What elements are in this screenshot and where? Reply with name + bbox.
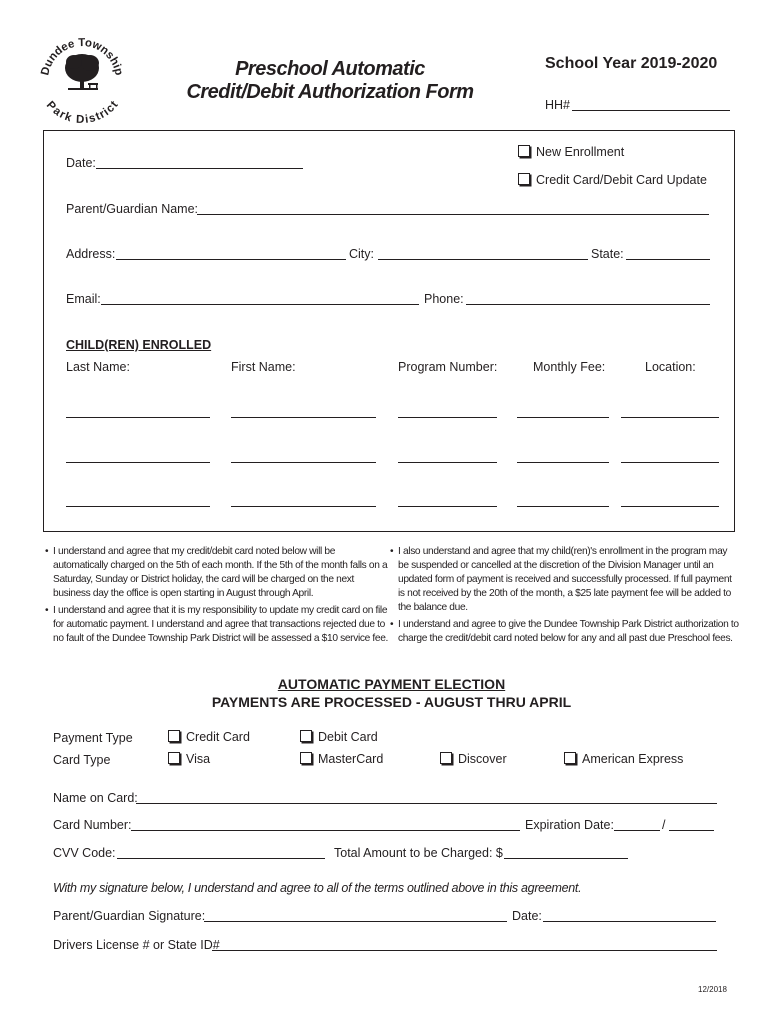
form-title [160, 58, 500, 104]
election-heading-2: PAYMENTS ARE PROCESSED - AUGUST THRU APRIL [211, 694, 572, 710]
child-last-name-line[interactable] [66, 462, 210, 463]
cvv-input-line[interactable] [117, 858, 325, 859]
col-last-name: Last Name: [66, 360, 130, 374]
license-label: Drivers License # or State ID# [53, 938, 220, 952]
card-update-label: Credit Card/Debit Card Update [536, 173, 707, 187]
name-on-card-label: Name on Card: [53, 791, 138, 805]
hh-input-line[interactable] [572, 110, 730, 111]
visa-label: Visa [186, 752, 211, 766]
debit-card-checkbox[interactable] [300, 730, 312, 742]
terms-right-column [390, 545, 740, 649]
child-program-number-line[interactable] [398, 462, 497, 463]
logo-top-text: Dundee Township [39, 36, 125, 77]
child-program-number-line[interactable] [398, 506, 497, 507]
card-type-label: Card Type [53, 753, 111, 767]
card-amex-option[interactable] [564, 752, 683, 766]
card-mastercard-option[interactable] [300, 752, 383, 766]
total-amount-label: Total Amount to be Charged: $ [334, 846, 503, 860]
term-update-card: • I understand and agree that it is my responsibility to update my credit card on file for automatic payment. I understand and agree that transactions rejected due to no fault of the Dundee Township Park District will be assessed a $10 service fee. [45, 604, 388, 646]
debit-card-label: Debit Card [318, 730, 378, 744]
discover-checkbox[interactable] [440, 752, 452, 764]
signature-date-input-line[interactable] [543, 921, 716, 922]
guardian-name-label: Parent/Guardian Name: [66, 202, 199, 216]
card-update-checkbox[interactable] [518, 173, 530, 185]
guardian-name-input-line[interactable] [197, 214, 709, 215]
date-input-line[interactable] [96, 168, 303, 169]
col-monthly-fee: Monthly Fee: [533, 360, 606, 374]
signature-label: Parent/Guardian Signature: [53, 909, 206, 923]
child-first-name-line[interactable] [231, 462, 376, 463]
term-suspension: • I also understand and agree that my child(ren)'s enrollment in the program may be suspended or cancelled at the discretion of the Division Manager until an updated form of payment is received and successfully processed. If full payment is not received by the 20th of the month, a $25 late payment fee will be added to the balance due. [390, 545, 740, 615]
address-input-line[interactable] [116, 259, 346, 260]
child-first-name-line[interactable] [231, 417, 376, 418]
credit-card-label: Credit Card [186, 730, 250, 744]
payment-credit-option[interactable] [168, 730, 250, 744]
new-enrollment-label: New Enrollment [536, 145, 625, 159]
child-monthly-fee-line[interactable] [517, 462, 609, 463]
expiration-slash: / [662, 818, 666, 832]
payment-type-label: Payment Type [53, 731, 133, 745]
children-heading: CHILD(REN) ENROLLED [66, 338, 212, 352]
city-input-line[interactable] [378, 259, 588, 260]
park-district-logo [34, 28, 130, 124]
expiration-label: Expiration Date: [525, 818, 614, 832]
terms-left-column [45, 545, 388, 649]
visa-checkbox[interactable] [168, 752, 180, 764]
col-program-number: Program Number: [398, 360, 498, 374]
card-visa-option[interactable] [168, 752, 210, 766]
total-amount-input-line[interactable] [504, 858, 628, 859]
form-title-line2: Credit/Debit Authorization Form [186, 81, 474, 103]
city-label: City: [349, 247, 374, 261]
mastercard-label: MasterCard [318, 752, 384, 766]
phone-label: Phone: [424, 292, 464, 306]
child-monthly-fee-line[interactable] [517, 506, 609, 507]
election-heading [100, 676, 683, 710]
email-input-line[interactable] [101, 304, 419, 305]
card-number-input-line[interactable] [131, 830, 520, 831]
signature-input-line[interactable] [204, 921, 507, 922]
phone-input-line[interactable] [466, 304, 710, 305]
child-location-line[interactable] [621, 506, 719, 507]
state-input-line[interactable] [626, 259, 710, 260]
email-label: Email: [66, 292, 101, 306]
expiration-month-line[interactable] [614, 830, 660, 831]
name-on-card-input-line[interactable] [136, 803, 717, 804]
cvv-label: CVV Code: [53, 846, 116, 860]
col-location: Location: [645, 360, 696, 374]
child-last-name-line[interactable] [66, 506, 210, 507]
child-location-line[interactable] [621, 417, 719, 418]
payment-debit-option[interactable] [300, 730, 378, 744]
new-enrollment-option[interactable] [518, 145, 624, 159]
logo-bottom-text: Park District [43, 99, 121, 124]
expiration-year-line[interactable] [669, 830, 714, 831]
child-program-number-line[interactable] [398, 417, 497, 418]
enrollment-section-box [43, 130, 735, 532]
amex-checkbox[interactable] [564, 752, 576, 764]
child-location-line[interactable] [621, 462, 719, 463]
hh-label: HH# [545, 98, 571, 112]
svg-text:Park District [44, 99, 121, 124]
date-label: Date: [66, 156, 96, 170]
mastercard-checkbox[interactable] [300, 752, 312, 764]
agreement-text: With my signature below, I understand and agree to all of the terms outlined above in this agreement. [53, 881, 582, 895]
discover-label: Discover [458, 752, 507, 766]
signature-date-label: Date: [512, 909, 542, 923]
card-update-option[interactable] [518, 173, 707, 187]
form-title-line1: Preschool Automatic [235, 58, 425, 80]
license-input-line[interactable] [212, 950, 717, 951]
card-number-label: Card Number: [53, 818, 132, 832]
card-discover-option[interactable] [440, 752, 507, 766]
election-heading-1: AUTOMATIC PAYMENT ELECTION [277, 676, 506, 692]
child-monthly-fee-line[interactable] [517, 417, 609, 418]
term-auto-charge: • I understand and agree that my credit/debit card noted below will be automatically charged on the 5th of each month. If the 5th of the month falls on a Saturday, Sunday or District holiday, the card will be charged on the next business day the office is open starting in August through April. [45, 545, 388, 601]
credit-card-checkbox[interactable] [168, 730, 180, 742]
child-last-name-line[interactable] [66, 417, 210, 418]
form-revision-code: 12/2018 [698, 985, 727, 994]
col-first-name: First Name: [231, 360, 296, 374]
new-enrollment-checkbox[interactable] [518, 145, 530, 157]
address-label: Address: [66, 247, 116, 261]
state-label: State: [591, 247, 624, 261]
child-first-name-line[interactable] [231, 506, 376, 507]
amex-label: American Express [582, 752, 684, 766]
school-year: School Year 2019-2020 [545, 55, 718, 72]
term-past-due: • I understand and agree to give the Dundee Township Park District authorization to charge the credit/debit card noted below for any and all past due Preschool fees. [390, 618, 740, 646]
